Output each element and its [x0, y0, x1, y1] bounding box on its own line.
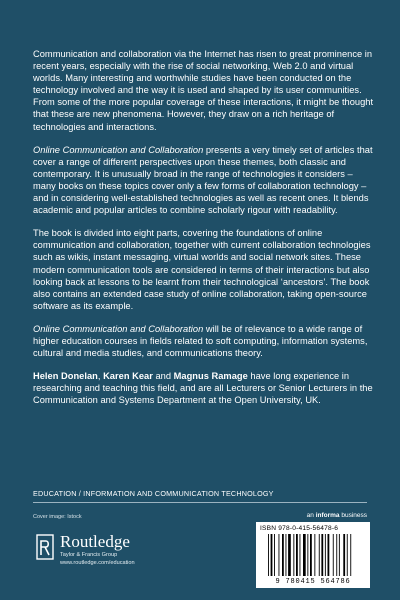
informa-suffix: business — [339, 512, 367, 519]
book-title-italic: Online Communication and Collaboration — [33, 144, 204, 155]
publisher-url[interactable]: www.routledge.com/education — [60, 560, 135, 566]
barcode-digits: 9 780415 564786 — [275, 578, 351, 586]
author-separator: and — [152, 371, 174, 382]
paragraph-structure: The book is divided into eight parts, covering the foundations of online communication and collaboration, together with current collaboration technologies such as wikis, instant messaging, virtual worlds and social network sites. These modern communication tools are considered in terms of their interactions but also looking back at lessons to be learnt from their technological ‘ancestors’. The book also contains an extended case study of online collaboration, taking open-source software as its example. — [33, 228, 371, 311]
back-cover-text — [33, 48, 378, 417]
barcode-icon — [268, 534, 362, 576]
paragraph-relevance — [33, 323, 378, 359]
informa-prefix: an — [306, 512, 316, 519]
cover-image-credit: Cover image: Istock — [33, 514, 82, 520]
informa-tagline — [307, 512, 367, 519]
book-title-italic: Online Communication and Collaboration — [33, 323, 204, 334]
informa-brand: informa — [315, 512, 340, 519]
relevance-text: will be of relevance to a wide range of higher education courses in fields related to soft computing, information systems, cultural and media studies, and communications theory. — [33, 323, 368, 359]
paragraph-intro: Communication and collaboration via the Internet has risen to great prominence in recent years, especially with the rise of social networking, Web 2.0 and virtual worlds. Many interesting and worthwhile studies have been conducted on the technology involved and the way it is used and shaped by its user communities. From some of the more popular coverage of these interactions, it might be thought that these are new phenomena. However, they draw on a rich heritage of technologies and interactions. — [33, 49, 374, 132]
paragraph-overview — [33, 144, 378, 217]
author-name: Helen Donelan — [33, 371, 98, 382]
authors-bio: have long experience in researching and teaching this field, and are all Lecturers or Senior Lecturers in the Communication and Systems Department at the Open University, UK. — [33, 371, 373, 406]
paragraph-authors — [33, 370, 378, 406]
isbn-number: ISBN 978-0-415-56478-6 — [260, 525, 339, 532]
author-separator: , — [97, 371, 104, 382]
author-name: Magnus Ramage — [173, 371, 248, 382]
overview-text: presents a very timely set of articles that cover a range of different perspectives upon these themes, both classic and contemporary. It is unusually broad in the range of technologies it considers – many books on these topics cover only a few forms of collaboration technology – and in considering well-established technologies as well as recent ones. It blends academic and popular articles to combine scholarly rigour with readability. — [33, 144, 373, 216]
author-name: Karen Kear — [103, 371, 153, 382]
divider-line — [33, 502, 367, 503]
publisher-text — [60, 533, 135, 566]
publisher-name: Routledge — [60, 532, 130, 551]
publisher-imprint: Taylor & Francis Group — [60, 552, 118, 558]
subject-category: EDUCATION / INFORMATION AND COMMUNICATION TECHNOLOGY — [33, 489, 274, 498]
barcode-panel — [256, 522, 370, 588]
publisher-block — [36, 533, 135, 566]
routledge-logo-icon — [36, 533, 54, 561]
